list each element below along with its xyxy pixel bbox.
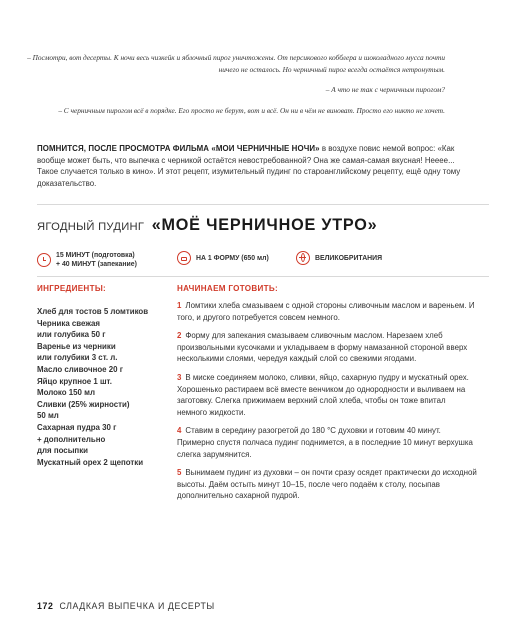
time-bake: + 40 МИНУТ (запекание) bbox=[56, 261, 137, 268]
page-footer bbox=[37, 601, 215, 611]
list-item: Варенье из черники bbox=[37, 341, 116, 351]
recipe-title bbox=[37, 216, 377, 235]
epigraph-quote bbox=[25, 52, 445, 125]
list-item: Мускатный орех 2 щепотки bbox=[37, 457, 144, 467]
recipe-title-prefix: ЯГОДНЫЙ ПУДИНГ bbox=[37, 221, 145, 233]
step-text: Форму для запекания смазываем сливочным маслом. Нарезаем хлеб произвольными кусочками и укладываем в форму намазанной стороной вверх несколькими слоями, чередуя каждый слой со свежими ягодами. bbox=[177, 331, 468, 364]
step-number: 2 bbox=[177, 331, 182, 341]
step-number: 3 bbox=[177, 372, 182, 382]
ingredients-list bbox=[37, 306, 167, 468]
quote-line: – С черничным пирогом всё в порядке. Его просто не берут, вот и всё. Он ни в чём не виноват. Просто его никто не хочет. bbox=[58, 105, 445, 115]
step-number: 1 bbox=[177, 301, 182, 310]
list-item: Сахарная пудра 30 г bbox=[37, 422, 117, 432]
method-heading: НАЧИНАЕМ ГОТОВИТЬ: bbox=[177, 284, 278, 293]
method-steps bbox=[177, 300, 477, 509]
list-item: Масло сливочное 20 г bbox=[37, 364, 123, 374]
step-text: В миске соединяем молоко, сливки, яйцо, сахарную пудру и мускатный орех. Хорошенько растираем всё вместе венчиком до однородности и выливаем на заготовку. Слегка прижимаем верхний слой хлеба, чтобы он тоже впитал немного жидкости. bbox=[177, 372, 469, 417]
intro-body: в воздухе повис немой вопрос: «Как вообще может быть, что выпечка с черникой остаётся невостребованной? Она же самая-самая вкусная! Нееее... Такое случается только в кино». И этот рецепт, изумительный пудинг по староанглийскому рецепту, ещё одну тому доказательство. bbox=[37, 144, 461, 188]
servings-label: НА 1 ФОРМУ (650 мл) bbox=[196, 254, 269, 262]
page-number: 172 bbox=[37, 601, 54, 611]
meta-servings bbox=[177, 251, 269, 265]
list-item: 50 мл bbox=[37, 411, 59, 421]
list-item: Черника свежая bbox=[37, 318, 101, 328]
meta-origin bbox=[296, 251, 382, 265]
meta-time bbox=[37, 251, 137, 269]
cake-icon bbox=[177, 251, 191, 265]
origin-label: ВЕЛИКОБРИТАНИЯ bbox=[315, 254, 383, 262]
list-item: Хлеб для тостов 5 ломтиков bbox=[37, 307, 149, 316]
ingredients-heading: ИНГРЕДИЕНТЫ: bbox=[37, 284, 107, 293]
list-item: Яйцо крупное 1 шт. bbox=[37, 376, 112, 386]
divider bbox=[37, 204, 489, 205]
running-title: СЛАДКАЯ ВЫПЕЧКА И ДЕСЕРТЫ bbox=[59, 601, 215, 611]
recipe-title-name: «МОЁ ЧЕРНИЧНОЕ УТРО» bbox=[151, 216, 378, 234]
list-item: + дополнительно bbox=[37, 434, 106, 444]
list-item: Молоко 150 мл bbox=[37, 388, 95, 398]
divider bbox=[37, 276, 489, 277]
step-text: Ставим в середину разогретой до 180 °С духовки и готовим 40 минут. Примерно спустя полчаса пудинг поднимется, а в последние 10 минут верхушка слегка зарумянится. bbox=[177, 426, 473, 459]
method-step bbox=[177, 300, 477, 323]
intro-lead: ПОМНИТСЯ, ПОСЛЕ ПРОСМОТРА ФИЛЬМА «МОИ ЧЕРНИЧНЫЕ НОЧИ» bbox=[37, 144, 320, 153]
list-item: Сливки (25% жирности) bbox=[37, 399, 130, 409]
intro-paragraph bbox=[37, 143, 467, 189]
list-item: или голубика 50 г bbox=[37, 330, 106, 340]
method-step bbox=[177, 467, 477, 502]
step-text: Вынимаем пудинг из духовки – он почти сразу осядет практически до исходной высоты. Даём остыть минут 10–15, после чего подаём к столу, посыпав дополнительно сахарной пудрой. bbox=[177, 468, 477, 501]
step-text: Ломтики хлеба смазываем с одной стороны сливочным маслом и вареньем. И того, и другого потребуется совсем немного. bbox=[177, 301, 475, 322]
clock-icon bbox=[37, 253, 51, 267]
method-step bbox=[177, 330, 477, 365]
step-number: 5 bbox=[177, 468, 182, 478]
list-item: или голубики 3 ст. л. bbox=[37, 353, 118, 363]
time-prep: 15 МИНУТ (подготовка) bbox=[56, 252, 135, 259]
list-item: для посыпки bbox=[37, 446, 88, 456]
quote-line: – Посмотри, вот десерты. К ночи весь чизкейк и яблочный пирог уничтожены. От персикового кобблера и шоколадного мусса почти ничего не осталось. Но черничный пирог всегда остаётся нетронутым. bbox=[27, 53, 445, 75]
method-step bbox=[177, 372, 477, 418]
globe-icon bbox=[296, 251, 310, 265]
quote-line: – А что не так с черничным пирогом? bbox=[325, 85, 445, 95]
method-step bbox=[177, 425, 477, 460]
step-number: 4 bbox=[177, 426, 182, 436]
